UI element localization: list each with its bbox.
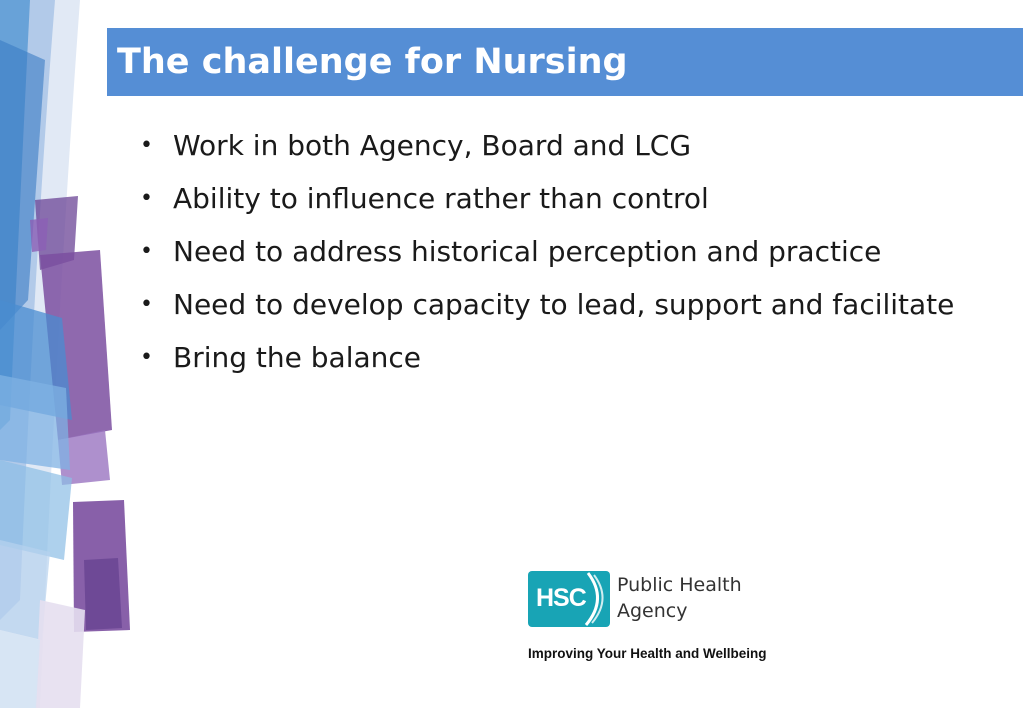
- bullet-icon: •: [140, 292, 153, 317]
- bullet-item: [134, 283, 1014, 336]
- slide-title: The challenge for Nursing: [117, 42, 628, 82]
- bullet-item: [134, 124, 1014, 177]
- bullet-text: Need to develop capacity to lead, support and facilitate: [173, 288, 955, 321]
- tagline: Improving Your Health and Wellbeing: [528, 646, 767, 661]
- bullet-icon: •: [140, 133, 153, 158]
- ribbon-decoration-icon: [0, 0, 140, 708]
- org-name: Public Health Agency: [617, 574, 742, 622]
- bullet-text: Work in both Agency, Board and LCG: [173, 129, 692, 162]
- bullet-item: [134, 230, 1014, 283]
- swoosh-icon: [528, 571, 610, 627]
- bullet-item: [134, 177, 1014, 230]
- bullet-item: [134, 336, 1014, 389]
- bullet-text: Ability to influence rather than control: [173, 182, 709, 215]
- bullet-text: Bring the balance: [173, 341, 422, 374]
- title-bar: [107, 28, 1023, 96]
- public-health-agency-logo: [528, 571, 828, 671]
- hsc-logo-icon: [528, 571, 610, 627]
- hsc-badge-text: HSC: [536, 584, 586, 612]
- bullet-icon: •: [140, 239, 153, 264]
- bullet-icon: •: [140, 345, 153, 370]
- bullet-text: Need to address historical perception and practice: [173, 235, 882, 268]
- bullet-list: [134, 124, 1014, 389]
- bullet-icon: •: [140, 186, 153, 211]
